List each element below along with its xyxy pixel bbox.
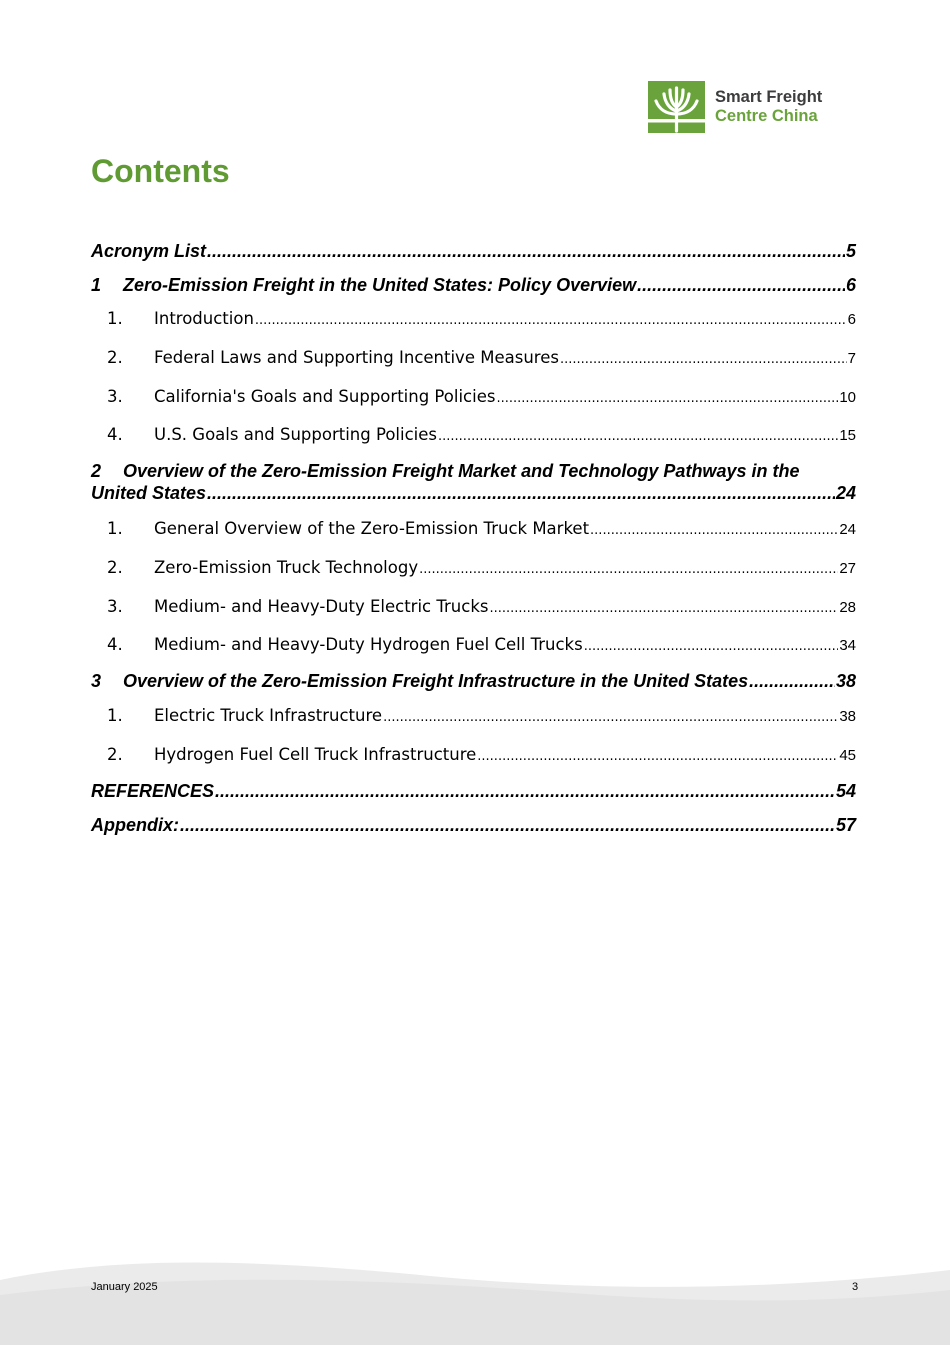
toc-entry-number: 2. [107,558,123,577]
toc-leader-dots [438,429,838,444]
toc-entry-number: 4. [107,635,123,654]
toc-entry-number: 3. [107,387,123,406]
toc-entry-1-3[interactable] [107,387,856,406]
toc-entry-acronym-list[interactable] [91,241,856,262]
toc-entry-page: 6 [845,275,856,295]
toc-entry-label: Electric Truck Infrastructure [154,706,383,725]
toc-entry-chapter-2[interactable] [91,461,856,504]
toc-entry-references[interactable] [91,781,856,802]
toc-entry-1-1[interactable] [107,309,856,328]
toc-leader-dots [477,749,838,764]
toc-entry-label-line-1: Overview of the Zero-Emission Freight Market and Technology Pathways in the [123,461,800,481]
toc-entry-number: 2 [91,461,102,481]
toc-leader-dots [637,275,845,296]
toc-entry-2-4[interactable] [107,635,856,654]
toc-entry-chapter-3[interactable] [91,671,856,692]
toc-entry-page: 7 [847,350,856,367]
toc-entry-label-line-2: United States [91,483,207,503]
toc-entry-3-1[interactable] [107,706,856,725]
toc-entry-page: 5 [845,241,856,261]
toc-entry-page: 24 [839,521,856,538]
toc-entry-label: Acronym List [91,241,207,261]
toc-entry-page: 57 [835,815,856,835]
toc-entry-appendix[interactable] [91,815,856,836]
toc-entry-page: 38 [835,671,856,691]
toc-entry-number: 4. [107,425,123,444]
toc-entry-label: Zero-Emission Truck Technology [154,558,419,577]
toc-entry-1-4[interactable] [107,425,856,444]
toc-entry-page: 45 [839,747,856,764]
toc-entry-label: Medium- and Heavy-Duty Hydrogen Fuel Cell Trucks [154,635,583,654]
toc-entry-3-2[interactable] [107,745,856,764]
toc-leader-dots [180,815,835,836]
toc-entry-number: 1 [91,275,102,295]
toc-leader-dots [419,562,838,577]
toc-entry-page: 10 [839,389,856,406]
logo-line-1: Smart Freight [715,88,823,106]
toc-entry-label: U.S. Goals and Supporting Policies [154,425,438,444]
toc-entry-number: 1. [107,706,123,725]
toc-entry-number: 2. [107,348,123,367]
toc-leader-dots [496,391,838,406]
toc-entry-page: 38 [839,708,856,725]
toc-entry-chapter-1[interactable] [91,275,856,296]
toc-entry-label: Appendix: [91,815,179,835]
logo-line-2: Centre China [715,107,818,125]
toc-entry-1-2[interactable] [107,348,856,367]
toc-entry-page: 27 [839,560,856,577]
toc-leader-dots [383,710,838,725]
toc-entry-label: Hydrogen Fuel Cell Truck Infrastructure [154,745,477,764]
footer-date: January 2025 [91,1281,158,1293]
toc-entry-label: Overview of the Zero-Emission Freight Infrastructure in the United States [123,671,749,691]
toc-entry-2-3[interactable] [107,597,856,616]
toc-leader-dots [560,352,847,367]
toc-entry-label: REFERENCES [91,781,215,801]
toc-entry-2-2[interactable] [107,558,856,577]
toc-leader-dots [215,781,835,802]
toc-leader-dots [489,601,838,616]
toc-leader-dots [590,523,838,538]
toc-entry-label: Medium- and Heavy-Duty Electric Trucks [154,597,489,616]
toc-leader-dots [584,639,839,654]
toc-entry-label: Federal Laws and Supporting Incentive Measures [154,348,559,367]
toc-leader-dots [255,313,847,328]
footer-wave-decoration [0,1245,950,1345]
toc-leader-dots [207,241,845,262]
toc-entry-label: Zero-Emission Freight in the United States: Policy Overview [123,275,637,295]
toc-entry-2-1[interactable] [107,519,856,538]
toc-leader-dots [207,483,835,504]
toc-entry-page: 54 [835,781,856,801]
toc-entry-number: 3 [91,671,102,691]
page-title: Contents [91,153,230,189]
toc-entry-label: Introduction [154,309,254,328]
toc-entry-page: 15 [839,427,856,444]
toc-entry-number: 1. [107,309,123,328]
toc-entry-number: 2. [107,745,123,764]
toc-leader-dots [749,671,835,692]
toc-entry-page: 28 [839,599,856,616]
toc-entry-label: General Overview of the Zero-Emission Truck Market [154,519,590,538]
toc-entry-number: 1. [107,519,123,538]
toc-entry-page: 24 [835,483,856,503]
toc-entry-label: California's Goals and Supporting Policies [154,387,496,406]
footer-page-number: 3 [852,1281,859,1293]
toc-entry-number: 3. [107,597,123,616]
toc-entry-page: 34 [839,637,856,654]
toc-entry-page: 6 [847,311,856,328]
